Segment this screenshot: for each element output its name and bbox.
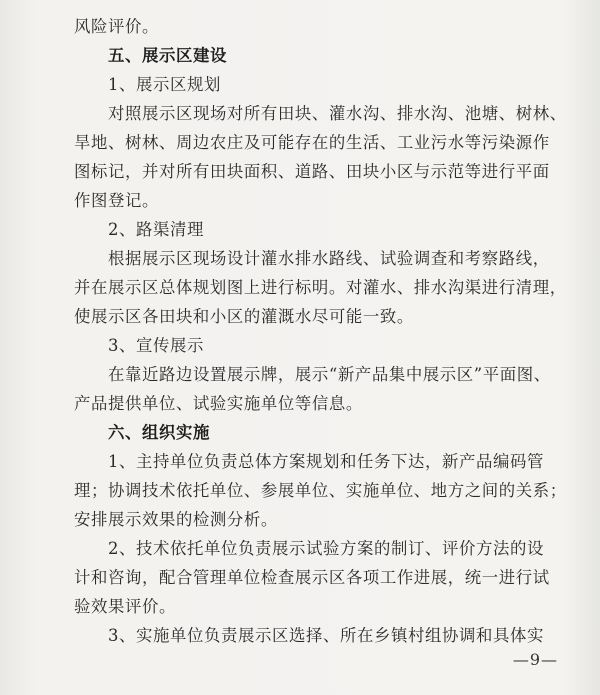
text-line: 在靠近路边设置展示牌，展示“新产品集中展示区”平面图、 xyxy=(108,365,551,384)
text-line: 验效果评价。 xyxy=(74,597,176,616)
text-line: 1、展示区规划 xyxy=(108,75,221,94)
text-line: 并在展示区总体规划图上进行标明。对灌水、排水沟渠进行清理， xyxy=(74,278,567,297)
text-line: 安排展示效果的检测分析。 xyxy=(74,510,278,529)
text-line: 2、技术依托单位负责展示试验方案的制订、评价方法的设 xyxy=(108,539,544,558)
text-line: 作图登记。 xyxy=(74,191,159,210)
text-line: 风险评价。 xyxy=(74,17,159,36)
text-line: 3、宣传展示 xyxy=(108,336,204,355)
section-heading: 五、展示区建设 xyxy=(108,46,227,65)
document-body xyxy=(74,12,567,650)
page-number: —9— xyxy=(512,650,558,669)
text-line: 理；协调技术依托单位、参展单位、实施单位、地方之间的关系； xyxy=(74,481,567,500)
text-line: 图标记，并对所有田块面积、道路、田块小区与示范等进行平面 xyxy=(74,162,550,181)
text-line: 对照展示区现场对所有田块、灌水沟、排水沟、池塘、树林、 xyxy=(108,104,567,123)
text-line: 3、实施单位负责展示区选择、所在乡镇村组协调和具体实 xyxy=(108,626,544,645)
text-line: 1、主持单位负责总体方案规划和任务下达，新产品编码管 xyxy=(108,452,544,471)
text-line: 计和咨询，配合管理单位检查展示区各项工作进展，统一进行试 xyxy=(74,568,550,587)
text-line: 2、路渠清理 xyxy=(108,220,204,239)
text-line: 根据展示区现场设计灌水排水路线、试验调查和考察路线， xyxy=(108,249,550,268)
text-line: 使展示区各田块和小区的灌溉水尽可能一致。 xyxy=(74,307,414,326)
text-line: 旱地、树林、周边农庄及可能存在的生活、工业污水等污染源作 xyxy=(74,133,550,152)
section-heading: 六、组织实施 xyxy=(108,423,210,442)
text-line: 产品提供单位、试验实施单位等信息。 xyxy=(74,394,363,413)
